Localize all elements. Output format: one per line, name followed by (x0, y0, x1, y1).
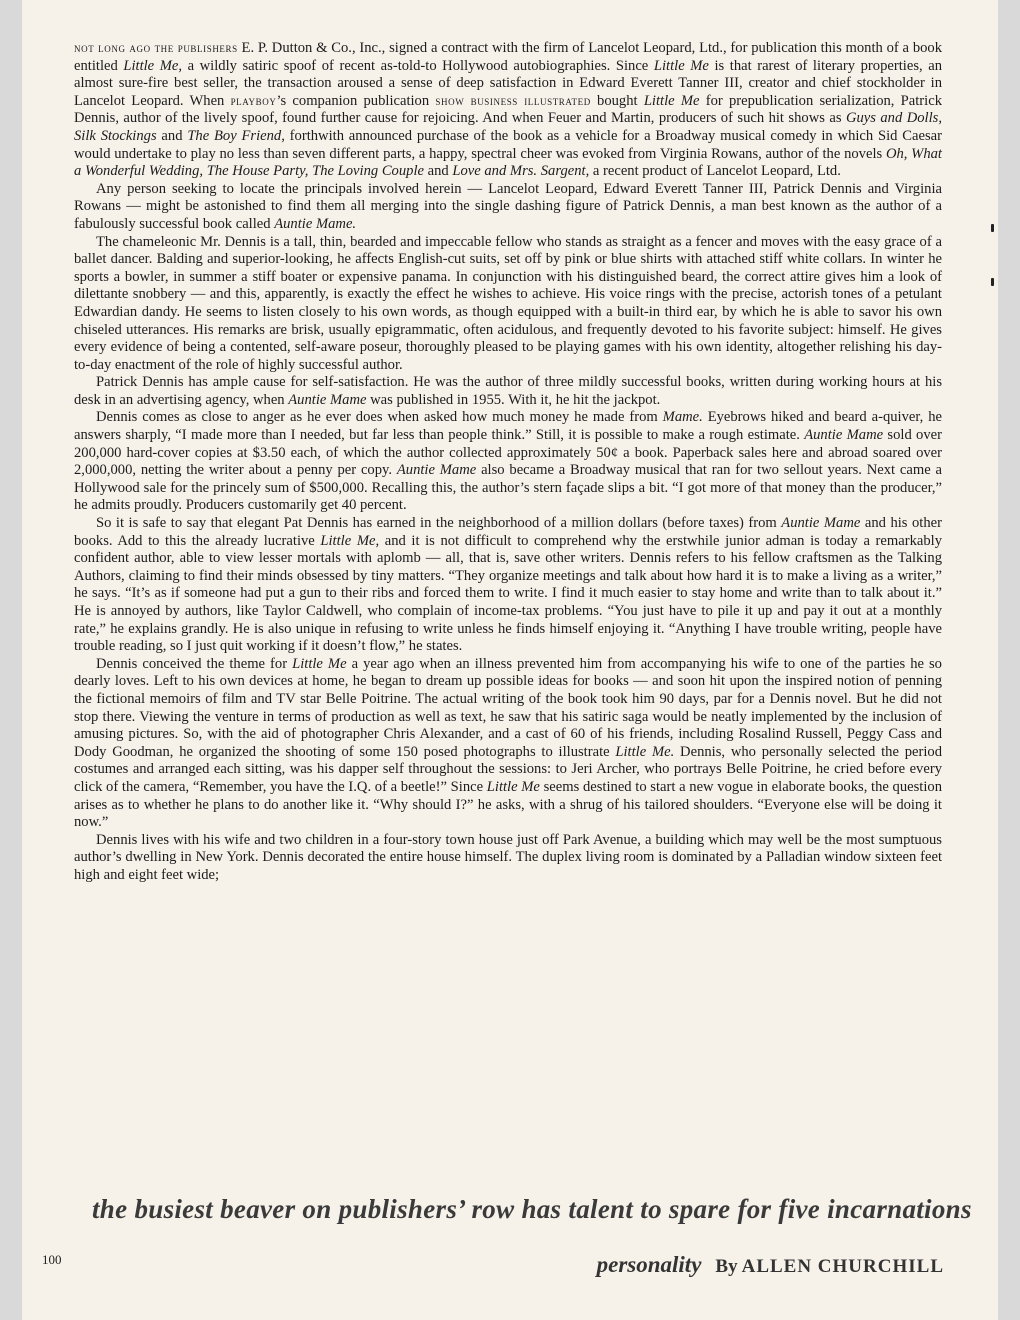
byline-by: By (715, 1256, 738, 1277)
text-run: forthwith announced purchase of the book as a vehicle for a Broadway musical comedy in which Sid Caesar would undertake to play no less than seven different parts, a happy, spectral cheer was evoked from Virginia Rowans, author of the novels (74, 127, 942, 162)
text-run: The chameleonic Mr. Dennis is a tall, thin, bearded and impeccable fellow who stands as straight as a fencer and moves with the easy grace of a ballet dancer. Balding and superior-looking, he affects English-cut suits, set off by pink or blue shirts with attached stiff white collars. In winter he sports a bowler, in summer a stiff boater or expensive panama. In conjunction with his distinguished beard, the correct attire gives him a look of dilettante snobbery — and this, apparently, is exactly the effect he wishes to achieve. His voice rings with the precise, actorish tones of a petulant Edwardian dandy. He seems to listen closely to his own words, as though equipped with a built-in third ear, by which he is able to savor his own chiseled utterances. His remarks are brisk, usually epigrammatic, often acidulous, and frequently devoted to his favorite subject: himself. He gives every evidence of being a contented, self-aware poseur, thoroughly pleased to be playing games with his own identity, altogether relishing his day-to-day enactment of the role of highly successful author. (74, 233, 942, 373)
article-paragraph (74, 234, 942, 375)
text-run: Dennis conceived the theme for (96, 655, 293, 672)
text-run: Eyebrows hiked and beard a-quiver, he answers sharply, “I made more than I needed, but far less than people think.” Still, it is possible to make a rough estimate. (74, 409, 942, 444)
italic-title: Little Me. (615, 743, 675, 760)
italic-title: Oh, What a Wonderful Wedding, The House Party, The Loving Couple (74, 145, 942, 180)
text-run: E. P. Dutton & Co., Inc., signed a contract with the firm of Lancelot Leopard, Ltd., for publication this month of a book entitled (74, 40, 942, 74)
page-number: 100 (42, 1252, 62, 1267)
text-run: and (156, 127, 188, 144)
italic-title: Little Me, (123, 57, 183, 74)
article-paragraph (74, 181, 942, 234)
italic-title: Love and Mrs. Sargent, (452, 163, 590, 180)
article-tagline: the busiest beaver on publishers’ row has talent to spare for five incarnations (92, 1194, 972, 1224)
text-run: and it is not difficult to comprehend why the erstwhile junior adman is today a remarkably confident author, able to view lesser mortals with aplomb — all, that is, save other writers. Dennis refers to his fellow craftsmen as the Talking Authors, claiming to find their minds obsessed by tiny matters. “They organize meetings and talk about how hard it is to make a living as a writer,” he says. “It’s as if someone had put a gun to their ribs and forced them to write. I find it much easier to stay home and write than to talk about it.” He is annoyed by authors, like Taylor Caldwell, who complain of income-tax problems. “You just have to pile it up and pay it out at a monthly rate,” he explains grandly. He is also unique in refusing to write unless he finds himself enjoying it. “Anything I have trouble writing, people have trouble reading, so I just quit working if it doesn’t flow,” he states. (74, 532, 942, 655)
italic-title: Auntie Mame (288, 391, 367, 408)
text-run: Any person seeking to locate the principals involved herein — Lancelot Leopard, Edward Everett Tanner III, Patrick Dennis and Virginia Rowans — might be astonished to find them all merging into the single dashing figure of Patrick Dennis, a man best known as the author of a fabulously successful book called (74, 180, 942, 232)
article-paragraph (74, 409, 942, 515)
text-run: a year ago when an illness prevented him from accompanying his wife to one of the parties he so dearly loves. Left to his own devices at home, he began to dream up possible ideas for books — and soon hit upon the inspired notion of penning the fictional memoirs of film and TV star Belle Poitrine. The actual writing of the book took him 90 days, par for a Dennis novel. But he did not stop there. Viewing the venture in terms of production as well as text, he saw that his satiric saga would be neatly implemented by the inclusion of amusing pictures. So, with the aid of photographer Chris Alexander, and a cast of 60 of his friends, including Rosalind Russell, Peggy Cass and Dody Goodman, he organized the shooting of some 150 posed photographs to illustrate (74, 655, 942, 760)
italic-title: Auntie Mame (781, 515, 861, 532)
text-run: and (423, 163, 453, 180)
italic-title: Guys and Dolls, Silk Stockings (74, 110, 942, 144)
margin-mark (991, 224, 994, 232)
italic-title: Mame. (662, 409, 703, 426)
article-paragraph (74, 515, 942, 656)
italic-title: Little Me (643, 92, 700, 109)
text-run: ’s companion publication (276, 92, 436, 109)
text-run: Dennis lives with his wife and two children in a four-story town house just off Park Avenue, a building which may well be the most sumptuous author’s dwelling in New York. Dennis decorated the entire house himself. The duplex living room is dominated by a Palladian window sixteen feet high and eight feet wide; (74, 831, 942, 883)
article-paragraph (74, 374, 942, 409)
italic-title: Little Me (292, 655, 347, 672)
text-run: Dennis comes as close to anger as he ever does when asked how much money he made from (96, 409, 663, 426)
text-run: a recent product of Lancelot Leopard, Ltd. (589, 163, 841, 180)
byline-author: ALLEN CHURCHILL (741, 1256, 944, 1277)
text-run: sold over 200,000 hard-cover copies at $3.50 each, of which the author collected approximately 50¢ a book. Paperback sales here and abroad soared over 2,000,000, netting the writer about a penny per copy. (74, 427, 942, 479)
text-run: Patrick Dennis has ample cause for self-satisfaction. He was the author of three mildly successful books, written during working hours at his desk in an advertising agency, when (74, 374, 942, 408)
text-run: also became a Broadway musical that ran for two sellout years. Next came a Hollywood sale for the princely sum of $500,000. Recalling this, the author’s stern façade slips a bit. “I got more of that money than the producer,” he admits proudly. Producers customarily get 40 percent. (74, 462, 943, 514)
text-run: a wildly satiric spoof of recent as-told-to Hollywood autobiographies. Since (182, 57, 654, 74)
italic-title: Auntie Mame. (274, 215, 357, 232)
italic-title: Little Me, (320, 532, 380, 549)
article-body (74, 40, 942, 885)
text-run: and his other books. Add to this the already lucrative (74, 515, 942, 549)
text-run: seems destined to start a new vogue in elaborate books, the question arises as to whether he plans to do another like it. “Why should I?” he asks, with a shrug of his tailored shoulders. “Everyone else will be doing it now.” (74, 778, 942, 831)
article-paragraph (74, 40, 942, 181)
margin-mark (991, 278, 994, 286)
italic-title: Auntie Mame (396, 462, 477, 479)
smallcaps-text: not long ago the publishers (74, 41, 238, 55)
italic-title: Auntie Mame (804, 427, 884, 444)
text-run: for prepublication serialization, Patrick Dennis, author of the lively spoof, found further cause for rejoicing. And when Feuer and Martin, producers of such hit shows as (74, 92, 942, 127)
text-run: So it is safe to say that elegant Pat Dennis has earned in the neighborhood of a million dollars (before taxes) from (96, 515, 782, 532)
text-run: is that rarest of literary properties, an almost sure-fire best seller, the transaction aroused a sense of deep satisfaction in Edward Everett Tanner III, creator and chief stockholder in Lancelot Leopard. When (74, 57, 942, 109)
section-label: personality (596, 1252, 702, 1277)
text-run: was published in 1955. With it, he hit the jackpot. (366, 391, 661, 408)
text-run: bought (590, 92, 644, 109)
smallcaps-text: playboy (230, 93, 277, 108)
byline (534, 1252, 944, 1278)
smallcaps-text: show business illustrated (435, 93, 591, 108)
article-paragraph (74, 656, 942, 832)
text-run: Dennis, who personally selected the period costumes and arranged each sitting, was his dapper self throughout the sessions: to Jeri Archer, who portrays Belle Poitrine, he cried before every click of the camera, “Remember, you have the I.Q. of a beetle!” Since (74, 743, 942, 795)
italic-title: Little Me (653, 57, 709, 74)
italic-title: The Boy Friend, (187, 127, 285, 144)
article-paragraph (74, 832, 942, 885)
italic-title: Little Me (486, 778, 540, 795)
